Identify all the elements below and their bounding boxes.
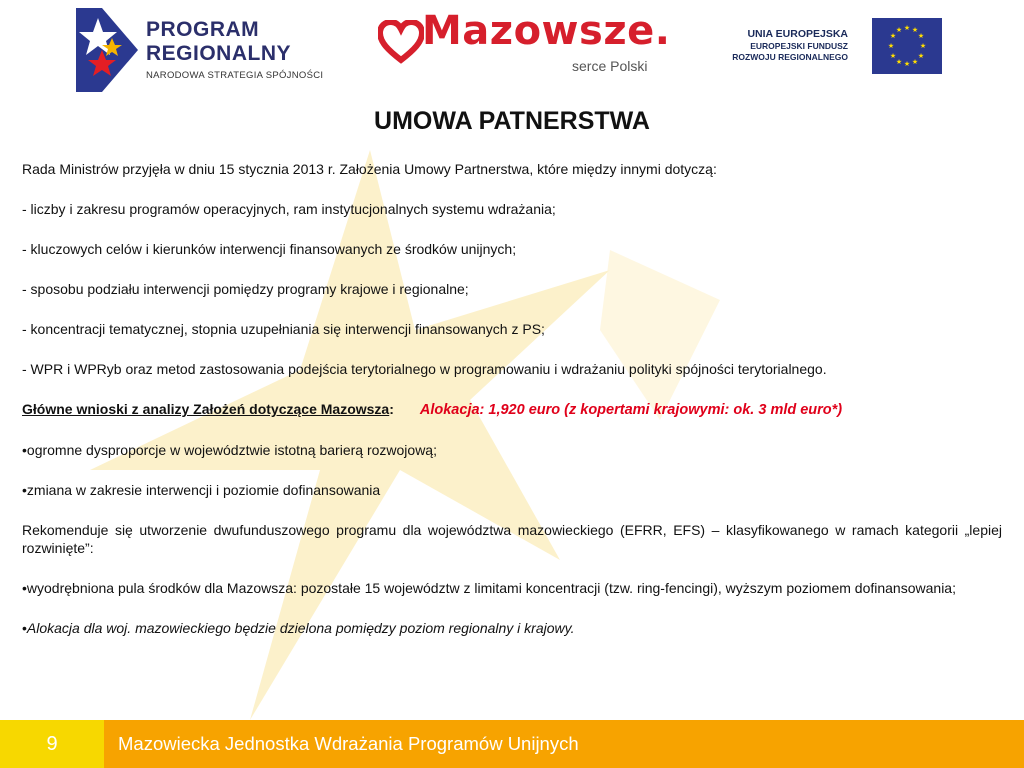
mazowsze-logo (378, 8, 671, 90)
svg-text:★: ★ (889, 52, 897, 60)
eu-logo (700, 18, 950, 80)
bullet-item: •ogromne dysproporcje w województwie istotną barierą rozwojową; (22, 442, 437, 458)
program-logo-line3: NARODOWA STRATEGIA SPÓJNOŚCI (146, 70, 324, 81)
svg-text:★: ★ (889, 32, 897, 40)
program-logo-line1: PROGRAM (146, 18, 260, 41)
slide-content (22, 106, 1002, 637)
bullet-mark: • (22, 620, 27, 636)
page-title: UMOWA PATNERSTWA (374, 107, 650, 135)
header (0, 0, 1024, 100)
svg-text:★: ★ (919, 42, 927, 50)
bullet-allocation-text: Alokacja dla woj. mazowieckiego będzie dzielona pomiędzy poziom regionalny i krajowy. (26, 620, 575, 636)
footer-bar (0, 720, 1024, 768)
footer-title: Mazowiecka Jednostka Wdrażania Programów Unijnych (118, 733, 579, 754)
conclusions-heading: Główne wnioski z analizy Założeń dotyczące Mazowsza (22, 401, 390, 417)
bullet-pool-item: •wyodrębniona pula środków dla Mazowsza: pozostałe 15 województw z limitami koncentracji (tzw. ring-fencingi), wyższym poziomem dofinansowania; (22, 580, 956, 596)
list-item: - kluczowych celów i kierunków interwencji finansowanych ze środków unijnych; (22, 241, 517, 257)
eu-logo-line3: ROZWOJU REGIONALNEGO (732, 52, 848, 62)
list-item: - sposobu podziału interwencji pomiędzy programy krajowe i regionalne; (22, 281, 469, 297)
list-item: - WPR i WPRyb oraz metod zastosowania podejścia terytorialnego w programowaniu i wdrażaniu polityki spójności terytorialnego. (22, 361, 827, 377)
svg-text:★: ★ (895, 26, 903, 34)
intro-paragraph: Rada Ministrów przyjęła w dniu 15 stycznia 2013 r. Założenia Umowy Partnerstwa, które między innymi dotyczą: (22, 161, 717, 177)
heart-icon (378, 20, 424, 64)
eu-logo-line1: UNIA EUROPEJSKA (747, 28, 848, 40)
recommendation-paragraph: Rekomenduje się utworzenie dwufunduszowego programu dla województwa mazowieckiego (EFRR, EFS) – klasyfikowanego w ramach kategorii „lepiej rozwinięte”: (22, 522, 1002, 556)
program-regionalny-emblem-icon (72, 4, 142, 94)
eu-logo-line2: EUROPEJSKI FUNDUSZ (750, 41, 848, 51)
bullet-item: •zmiana w zakresie interwencji i poziomie dofinansowania (22, 482, 381, 498)
svg-text:★: ★ (917, 52, 925, 60)
list-item: - koncentracji tematycznej, stopnia uzupełniania się interwencji finansowanych z PS; (22, 321, 545, 337)
svg-text:★: ★ (903, 24, 911, 32)
program-regionalny-logo (72, 4, 352, 94)
eu-flag-icon (872, 18, 942, 74)
program-logo-line2: REGIONALNY (146, 42, 292, 65)
conclusions-colon: : (389, 401, 394, 417)
svg-text:★: ★ (911, 26, 919, 34)
mazowsze-wordmark: Mazowsze. (422, 8, 671, 54)
svg-text:★: ★ (911, 58, 919, 66)
bullet-allocation-item (22, 619, 1002, 637)
svg-text:★: ★ (895, 58, 903, 66)
allocation-note: Alokacja: 1,920 euro (z kopertami krajowymi: ok. 3 mld euro*) (419, 402, 843, 418)
mazowsze-tagline: serce Polski (572, 58, 648, 74)
list-item: - liczby i zakresu programów operacyjnych, ram instytucjonalnych systemu wdrażania; (22, 201, 556, 217)
svg-text:★: ★ (887, 42, 895, 50)
svg-text:★: ★ (903, 60, 911, 68)
page-number: 9 (0, 720, 104, 768)
svg-text:★: ★ (917, 32, 925, 40)
conclusions-line (22, 400, 1002, 419)
